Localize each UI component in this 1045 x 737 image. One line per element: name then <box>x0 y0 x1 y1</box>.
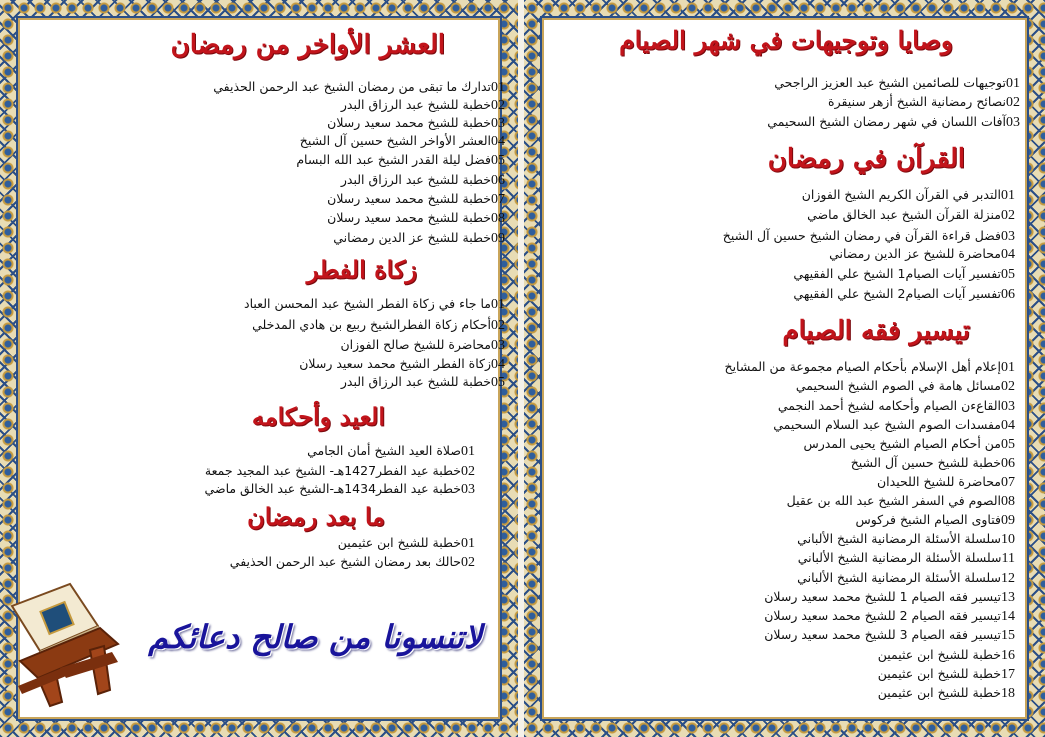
list-item: 15تيسير فقه الصيام 3 للشيخ محمد سعيد رسلان <box>764 627 1015 643</box>
list-item: 07محاضرة للشيخ اللحيدان <box>877 474 1015 490</box>
list-item: 02خطبة عيد الفطر1427هـ- الشيخ عبد المجيد جمعة <box>204 463 475 479</box>
section-title-zakat-al-fitr: زكاة الفطر <box>306 255 417 284</box>
list-item: 11سلسلة الأسئلة الرمضانية الشيخ الألباني <box>797 550 1015 566</box>
list-item: 02منزلة القرآن الشيخ عبد الخالق ماضي <box>807 207 1015 223</box>
list-item: 04محاضرة للشيخ عز الدين رمضاني <box>829 246 1015 262</box>
list-item: 06خطبة للشيخ حسين آل الشيخ <box>850 455 1015 471</box>
list-item: 10سلسلة الأسئلة الرمضانية الشيخ الألباني <box>797 531 1015 547</box>
section-title-last-ten-days: العشر الأواخر من رمضان <box>170 30 445 60</box>
list-item: 01تدارك ما تبقى من رمضان الشيخ عبد الرحمن الحذيفي <box>213 79 505 95</box>
list-item: 01خطبة للشيخ ابن عثيمين <box>337 535 475 551</box>
list-item: 14تيسير فقه الصيام 2 للشيخ محمد سعيد رسلان <box>764 608 1015 624</box>
list-item: 02خطبة للشيخ عبد الرزاق البدر <box>340 97 505 113</box>
list-item: 01توجيهات للصائمين الشيخ عبد العزيز الراجحي <box>774 75 1020 91</box>
list-item: 01ما جاء في زكاة الفطر الشيخ عبد المحسن العباد <box>244 296 505 312</box>
list-item: 02مسائل هامة في الصوم الشيخ السحيمي <box>795 378 1015 394</box>
list-item: 03خطبة للشيخ محمد سعيد رسلان <box>327 115 505 131</box>
list-item: 04زكاة الفطر الشيخ محمد سعيد رسلان <box>299 356 505 372</box>
list-item: 18خطبة للشيخ ابن عثيمين <box>877 685 1015 701</box>
list-item: 12سلسلة الأسئلة الرمضانية الشيخ الألباني <box>797 570 1015 586</box>
list-item: 08الصوم في السفر الشيخ عبد الله بن عقيل <box>786 493 1015 509</box>
list-item: 09فتاوى الصيام الشيخ فركوس <box>855 512 1015 528</box>
list-item: 16خطبة للشيخ ابن عثيمين <box>877 647 1015 663</box>
list-item: 05خطبة للشيخ عبد الرزاق البدر <box>340 374 505 390</box>
list-item: 08خطبة للشيخ محمد سعيد رسلان <box>327 210 505 226</box>
list-item: 03فضل قراءة القرآن في رمضان الشيخ حسين آل الشيخ <box>722 228 1015 244</box>
list-item: 03خطبة عيد الفطر1434هـ-الشيخ عبد الخالق ماضي <box>204 481 475 497</box>
section-title-after-ramadan: ما بعد رمضان <box>247 502 385 531</box>
list-item: 04العشر الأواخر الشيخ حسين آل الشيخ <box>299 133 505 149</box>
list-item: 17خطبة للشيخ ابن عثيمين <box>877 666 1015 682</box>
list-item: 02أحكام زكاة الفطرالشيخ ربيع بن هادي المدخلي <box>252 317 505 333</box>
list-item: 05من أحكام الصيام الشيخ يحيى المدرس <box>803 436 1015 452</box>
list-item: 07خطبة للشيخ محمد سعيد رسلان <box>327 191 505 207</box>
list-item: 02نصائح رمضانية الشيخ أزهر سنيقرة <box>828 94 1020 110</box>
slogan-text: لاتنسونا من صالح دعائكم <box>148 618 482 656</box>
section-title-ramadan-advice: وصايا وتوجيهات في شهر الصيام <box>619 26 953 55</box>
list-item: 03القاعءن الصيام وأحكامه لشيخ أحمد النجمي <box>777 398 1015 414</box>
section-title-eid: العيد وأحكامه <box>251 402 385 431</box>
section-title-quran-in-ramadan: القرآن في رمضان <box>767 144 965 174</box>
list-item: 13تيسير فقه الصيام 1 للشيخ محمد سعيد رسلان <box>764 589 1015 605</box>
list-item: 01إعلام أهل الإسلام بأحكام الصيام مجموعة من المشايخ <box>724 359 1015 375</box>
list-item: 06تفسير آيات الصيام2 الشيخ علي الفقيهي <box>793 286 1015 302</box>
section-title-fiqh-of-fasting: تيسير فقه الصيام <box>782 316 970 346</box>
list-item: 02حالك بعد رمضان الشيخ عبد الرحمن الحذيفي <box>229 554 475 570</box>
list-item: 09خطبة للشيخ عز الدين رمضاني <box>333 230 505 246</box>
list-item: 06خطبة للشيخ عبد الرزاق البدر <box>340 172 505 188</box>
list-item: 01التدبر في القرآن الكريم الشيخ الفوزان <box>801 187 1015 203</box>
quran-stand-icon <box>0 566 150 716</box>
list-item: 03آفات اللسان في شهر رمضان الشيخ السحيمي <box>767 114 1020 130</box>
list-item: 01صلاة العيد الشيخ أمان الجامي <box>307 443 475 459</box>
list-item: 04مفسدات الصوم الشيخ عبد السلام السحيمي <box>773 417 1015 433</box>
list-item: 03محاضرة للشيخ صالح الفوزان <box>340 337 505 353</box>
list-item: 05تفسير آيات الصيام1 الشيخ علي الفقيهي <box>793 266 1015 282</box>
list-item: 05فضل ليلة القدر الشيخ عبد الله البسام <box>296 152 505 168</box>
